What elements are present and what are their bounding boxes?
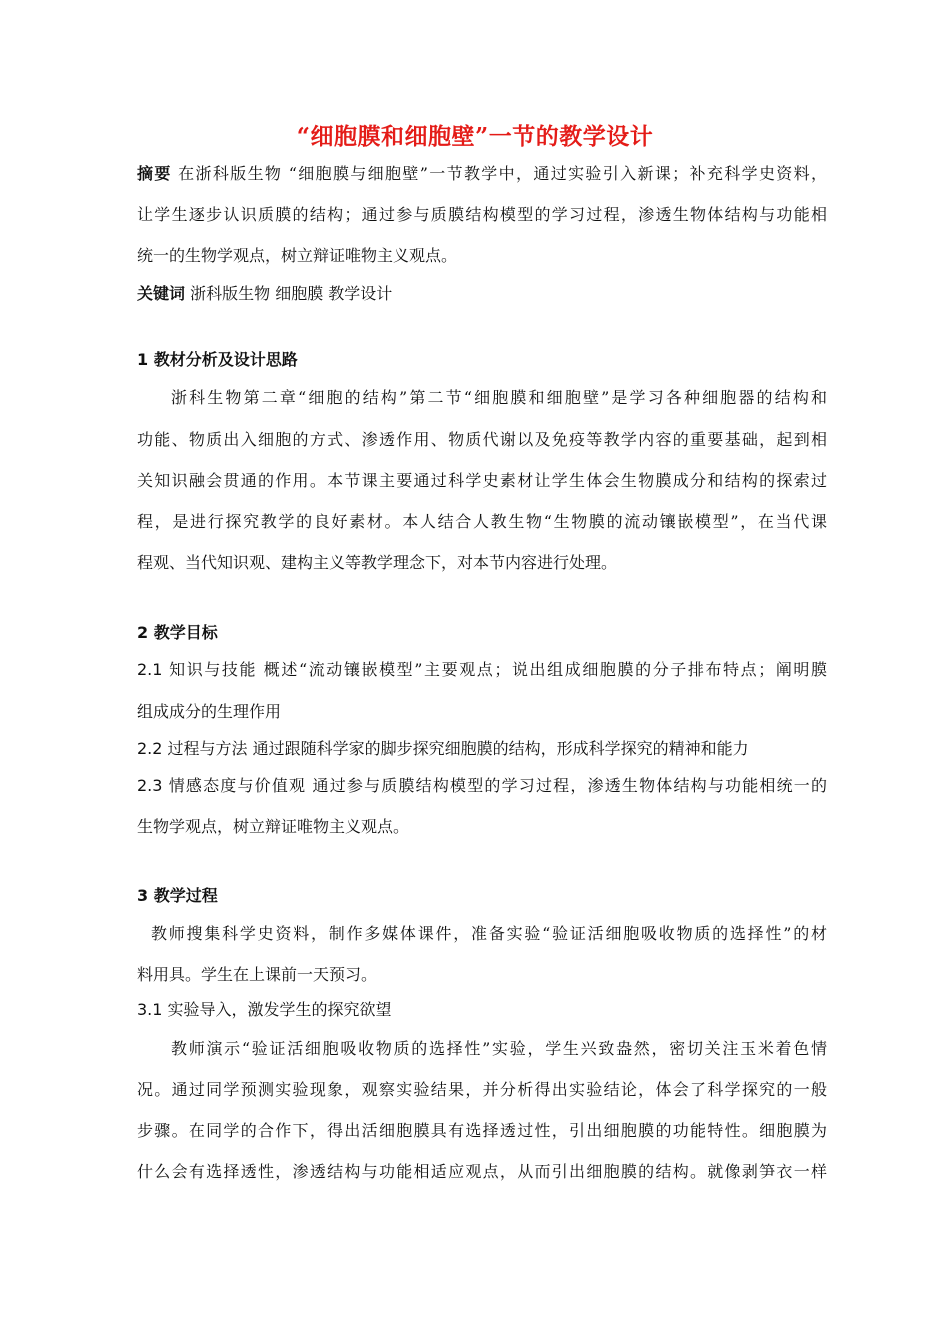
section-3-prep-line-1: 教师搜集科学史资料，制作多媒体课件，准备实验“验证活细胞吸收物质的选择性”的材 [151, 924, 827, 943]
abstract-line-2: 让学生逐步认识质膜的结构；通过参与质膜结构模型的学习过程，渗透生物体结构与功能相 [137, 205, 827, 224]
objective-2-2-line [137, 737, 827, 761]
objective-2-3-line-1 [137, 774, 827, 798]
abstract-text-1: 在浙科版生物 “细胞膜与细胞壁”一节教学中，通过实验引入新课；补充科学史资料， [178, 164, 827, 183]
section-1-paragraph-line: 功能、物质出入细胞的方式、渗透作用、物质代谢以及免疫等教学内容的重要基础，起到相 [137, 430, 827, 449]
section-1-heading: 1 教材分析及设计思路 [137, 350, 298, 369]
subsection-3-1-heading [137, 998, 827, 1022]
abstract-label: 摘要 [137, 164, 172, 183]
objective-2-1-line-1 [137, 658, 827, 682]
section-1-paragraph-line: 程观、当代知识观、建构主义等教学理念下，对本节内容进行处理。 [137, 553, 618, 572]
objective-2-3-number: 2.3 [137, 776, 163, 795]
objective-2-2-text: 过程与方法 通过跟随科学家的脚步探究细胞膜的结构，形成科学探究的精神和能力 [167, 739, 749, 758]
objective-2-3-text: 情感态度与价值观 通过参与质膜结构模型的学习过程，渗透生物体结构与功能相统一的 [168, 776, 827, 795]
section-3-paragraph-line: 步骤。在同学的合作下，得出活细胞膜具有选择透过性，引出细胞膜的功能特性。细胞膜为 [137, 1121, 827, 1140]
subsection-3-1-number: 3.1 [137, 1000, 163, 1019]
document-title: “细胞膜和细胞壁”一节的教学设计 [296, 123, 654, 150]
abstract-line-1 [137, 162, 827, 186]
objective-2-1-number: 2.1 [137, 660, 163, 679]
subsection-3-1-title: 实验导入，激发学生的探究欲望 [167, 1000, 392, 1019]
section-1-paragraph-line: 浙科生物第二章“细胞的结构”第二节“细胞膜和细胞壁”是学习各种细胞器的结构和 [171, 388, 827, 407]
section-2-heading: 2 教学目标 [137, 623, 218, 642]
section-3-paragraph-line: 什么会有选择透性，渗透结构与功能相适应观点，从而引出细胞膜的结构。就像剥笋衣一样 [137, 1162, 827, 1181]
section-3-paragraph-line: 况。通过同学预测实验现象，观察实验结果，并分析得出实验结论，体会了科学探究的一般 [137, 1080, 827, 1099]
section-3-paragraph-line: 教师演示“验证活细胞吸收物质的选择性”实验，学生兴致盎然，密切关注玉米着色情 [171, 1039, 827, 1058]
objective-2-2-number: 2.2 [137, 739, 163, 758]
objective-2-1-line-2: 组成成分的生理作用 [137, 702, 282, 721]
section-1-paragraph-line: 关知识融会贯通的作用。本节课主要通过科学史素材让学生体会生物膜成分和结构的探索过 [137, 471, 827, 490]
section-3-prep-line-2: 料用具。学生在上课前一天预习。 [137, 965, 378, 984]
keywords-text: 浙科版生物 细胞膜 教学设计 [190, 284, 393, 303]
objective-2-3-line-2: 生物学观点，树立辩证唯物主义观点。 [137, 817, 410, 836]
objective-2-1-text: 知识与技能 概述“流动镶嵌模型”主要观点；说出组成细胞膜的分子排布特点；阐明膜 [169, 660, 827, 679]
keywords-label: 关键词 [137, 284, 186, 303]
keywords-line [137, 282, 827, 306]
section-3-heading: 3 教学过程 [137, 886, 218, 905]
section-1-paragraph-line: 程，是进行探究教学的良好素材。本人结合人教生物“生物膜的流动镶嵌模型”，在当代课 [137, 512, 827, 531]
abstract-line-3: 统一的生物学观点，树立辩证唯物主义观点。 [137, 246, 458, 265]
